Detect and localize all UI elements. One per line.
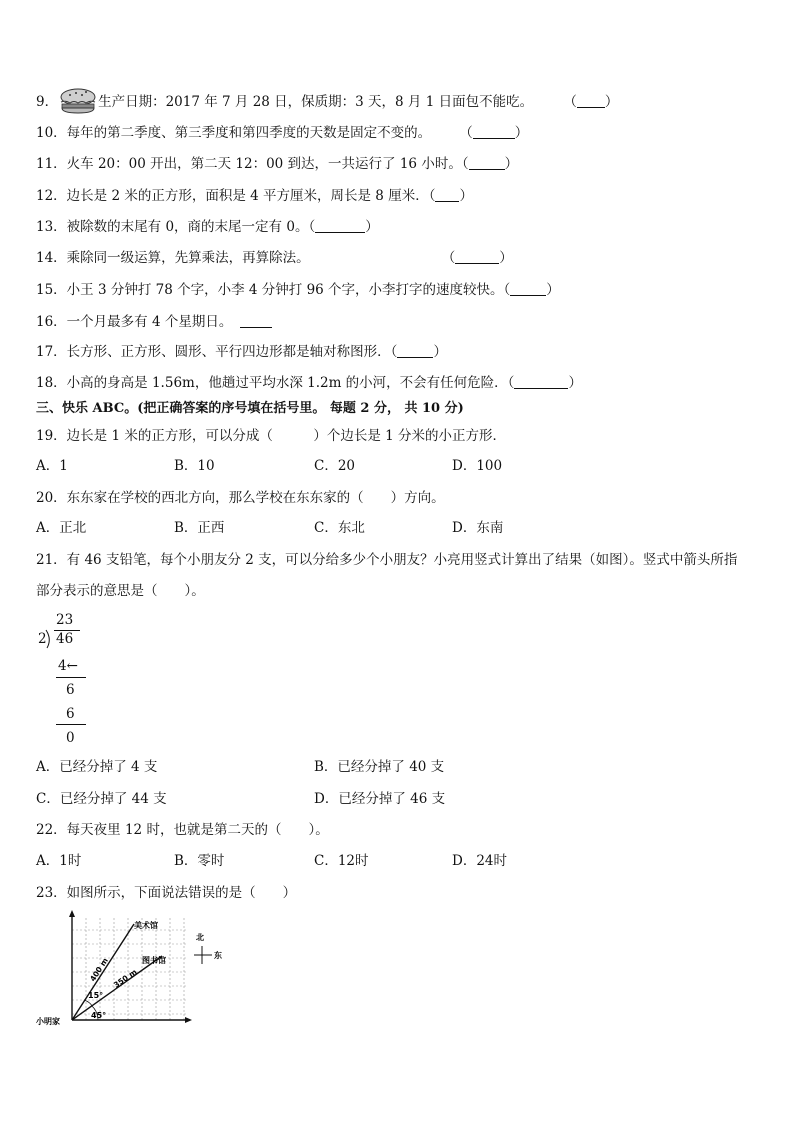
option-c[interactable]: C．东北	[314, 520, 365, 536]
option-c[interactable]: C．12时	[314, 853, 369, 869]
answer-blank[interactable]	[455, 249, 499, 264]
option-a[interactable]: A．正北	[36, 520, 87, 536]
answer-blank[interactable]	[514, 374, 568, 389]
answer-blank[interactable]	[510, 281, 546, 296]
section-3-heading: 三、快乐 ABC。(把正确答案的序号填在括号里。 每题 2 分， 共 10 分)	[36, 401, 464, 416]
divisor: 2	[38, 631, 47, 647]
question-21-line-2: 部分表示的意思是（ ）。	[36, 583, 205, 599]
answer-blank[interactable]	[397, 343, 433, 358]
option-c[interactable]: C．20	[314, 458, 356, 474]
answer-blank[interactable]	[473, 124, 515, 139]
option-b[interactable]: B．零时	[174, 853, 225, 869]
answer-blank[interactable]	[240, 313, 272, 328]
remainder-2: 0	[66, 730, 75, 746]
north-label: 北	[196, 933, 204, 942]
division-bracket	[45, 629, 53, 649]
bread-icon	[58, 88, 98, 114]
quotient: 23	[56, 612, 74, 628]
step-2: 6	[66, 706, 75, 722]
option-d[interactable]: D．东南	[452, 520, 504, 536]
dividend: 46	[56, 631, 74, 647]
option-b[interactable]: B．正西	[174, 520, 225, 536]
angle-45-label: 45°	[91, 1011, 107, 1020]
question-20: 20．东东家在学校的西北方向，那么学校在东东家的（ ）方向。	[36, 490, 445, 506]
option-d[interactable]: D．已经分掉了 46 支	[314, 791, 446, 807]
question-14: 14．乘除同一级运算，先算乘法，再算除法。 （ ）	[36, 250, 513, 266]
answer-blank[interactable]	[469, 155, 505, 170]
question-11: 11．火车 20：00 开出，第二天 12：00 到达，一共运行了 16 小时。（ ）	[36, 156, 519, 172]
remainder-1: 6	[66, 682, 75, 698]
question-16: 16．一个月最多有 4 个星期日。	[36, 313, 272, 331]
question-18: 18．小高的身高是 1.56m，他趟过平均水深 1.2m 的小河，不会有任何危险．（ ）	[36, 375, 582, 391]
distance-400-label: 400 m	[88, 956, 110, 984]
direction-map	[36, 908, 236, 1036]
question-17: 17．长方形、正方形、圆形、平行四边形都是轴对称图形．（ ）	[36, 344, 447, 360]
question-13: 13．被除数的末尾有 0，商的末尾一定有 0。（ ）	[36, 219, 379, 235]
question-22: 22．每天夜里 12 时，也就是第二天的（ ）。	[36, 822, 329, 838]
option-b[interactable]: B．已经分掉了 40 支	[314, 759, 445, 775]
east-label: 东	[214, 951, 222, 960]
library-label: 图书馆	[142, 956, 166, 965]
angle-15-label: 15°	[88, 991, 104, 1000]
answer-blank[interactable]	[435, 187, 459, 202]
option-a[interactable]: A．1时	[36, 853, 82, 869]
option-a[interactable]: A．1	[36, 458, 68, 474]
question-12: 12．边长是 2 米的正方形，面积是 4 平方厘米，周长是 8 厘米．（ ）	[36, 188, 473, 204]
option-d[interactable]: D．100	[452, 458, 503, 474]
option-c[interactable]: C．已经分掉了 44 支	[36, 791, 167, 807]
question-9: 9． 生产日期：2017 年 7 月 28 日，保质期：3 天，8 月 1 日面包不能吃。 （ ）	[36, 88, 618, 114]
option-b[interactable]: B．10	[174, 458, 215, 474]
step-1-arrow: 4←	[58, 658, 78, 674]
question-19: 19．边长是 1 米的正方形，可以分成（ ）个边长是 1 分米的小正方形．	[36, 428, 507, 444]
home-label: 小明家	[36, 1017, 60, 1026]
option-d[interactable]: D．24时	[452, 853, 508, 869]
question-21-line-1: 21．有 46 支铅笔，每个小朋友分 2 支，可以分给多少个小朋友？小亮用竖式计算出了结果（如图）。竖式中箭头所指	[36, 552, 738, 568]
question-10: 10．每年的第二季度、第三季度和第四季度的天数是固定不变的。 （ ）	[36, 125, 529, 141]
question-23: 23．如图所示，下面说法错误的是（ ）	[36, 885, 297, 901]
answer-blank[interactable]	[315, 218, 365, 233]
answer-blank[interactable]	[577, 93, 605, 108]
option-a[interactable]: A．已经分掉了 4 支	[36, 759, 158, 775]
art-museum-label: 美术馆	[134, 921, 158, 930]
distance-350-label: 350 m	[111, 967, 139, 990]
question-15: 15．小王 3 分钟打 78 个字，小李 4 分钟打 96 个字，小李打字的速度较快。（ ）	[36, 282, 560, 298]
